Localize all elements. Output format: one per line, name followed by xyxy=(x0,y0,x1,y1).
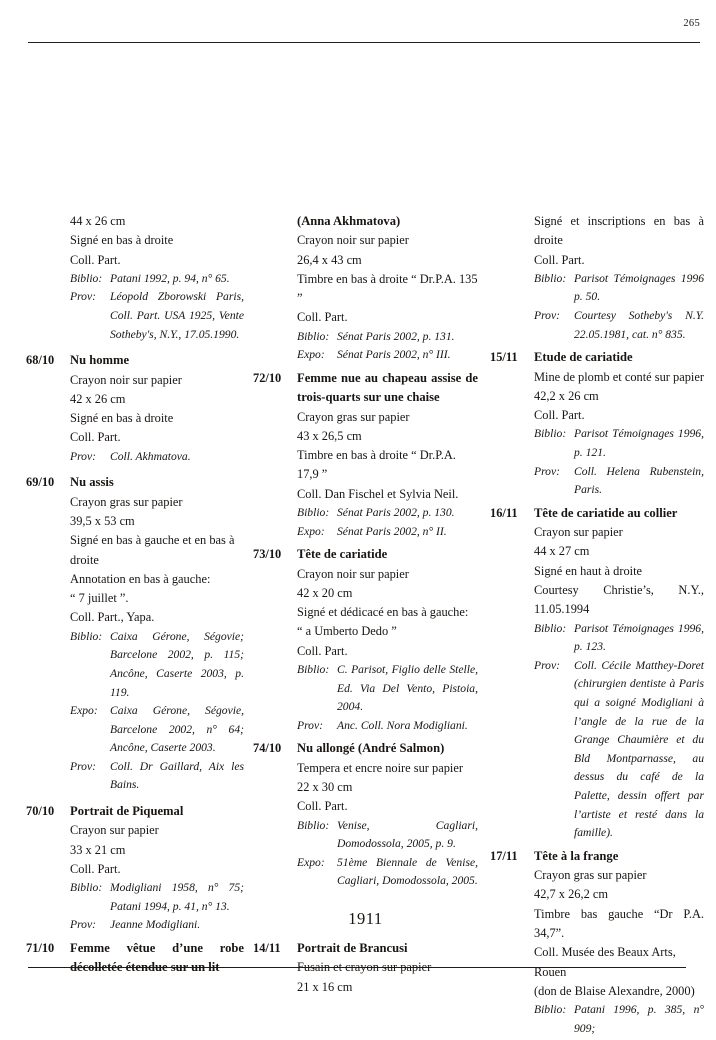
entry-number: 14/11 xyxy=(253,940,281,955)
entry-line: Timbre bas gauche “Dr P.A. 34,7”. xyxy=(534,906,704,940)
entry-line: Coll. Part. xyxy=(70,861,121,876)
entry-expo xyxy=(297,346,478,365)
entry-title: (Anna Akhmatova) xyxy=(297,214,401,228)
entry-line: Signé en bas à droite xyxy=(70,411,174,426)
entry-line: Crayon noir sur papier xyxy=(297,233,409,248)
entry-line: 42 x 26 cm xyxy=(70,391,126,406)
year-heading: 1911 xyxy=(348,908,383,928)
entry-number: 69/10 xyxy=(26,475,55,490)
ref-label: Expo: xyxy=(297,348,325,362)
ref-text: Léopold Zborowski Paris, Coll. Part. USA 1925, Vente Sotheby's, N.Y., 17.05.1990. xyxy=(110,290,244,341)
entry-biblio xyxy=(534,425,704,462)
catalogue-entry xyxy=(26,939,244,978)
entry-number: 73/10 xyxy=(253,547,282,562)
entry-number: 71/10 xyxy=(26,941,55,956)
ref-label: Biblio: xyxy=(534,621,567,635)
ref-label: Biblio: xyxy=(297,818,330,832)
entry-title: Portrait de Brancusi xyxy=(297,940,408,955)
entry-title: Nu assis xyxy=(70,475,114,490)
ref-text: Sénat Paris 2002, p. 130. xyxy=(337,506,455,520)
page-number: 265 xyxy=(683,18,700,29)
entry-line: 42 x 20 cm xyxy=(297,585,353,600)
ref-text: Parisot Témoignages 1996 p. 50. xyxy=(574,271,704,304)
entry-title: Nu allongé (André Salmon) xyxy=(297,741,445,756)
entry-title: Tête de cariatide xyxy=(297,547,388,562)
entry-line: Coll. Musée des Beaux Arts, Rouen xyxy=(534,945,676,979)
entry-line: 22 x 30 cm xyxy=(297,779,353,794)
catalogue-entry xyxy=(26,802,244,935)
catalogue-entry xyxy=(26,212,244,344)
ref-label: Biblio: xyxy=(297,663,330,677)
entry-biblio xyxy=(534,620,704,657)
ref-text: Coll. Helena Rubenstein, Paris. xyxy=(574,464,704,497)
ref-label: Biblio: xyxy=(70,881,103,895)
catalogue-entry xyxy=(26,351,244,466)
entry-line: “ a Umberto Dedo ” xyxy=(297,624,397,639)
ref-text: Sénat Paris 2002, n° III. xyxy=(337,348,451,362)
entry-line: Mine de plomb et conté sur papier xyxy=(534,369,704,384)
entry-line: 26,4 x 43 cm xyxy=(297,252,362,267)
entry-line: Coll. Part. xyxy=(70,430,121,445)
entry-title: Femme nue au chapeau assise de trois-quarts sur une chaise xyxy=(297,370,478,405)
ref-text: Caixa Gérone, Ségovie, Barcelone 2002, n° 64; Ancône, Caserte 2003. xyxy=(110,704,244,755)
entry-number: 72/10 xyxy=(253,370,282,385)
entry-line: Tempera et encre noire sur papier xyxy=(297,760,463,775)
entry-number: 15/11 xyxy=(490,350,518,365)
entry-biblio xyxy=(70,270,244,289)
entry-provenance xyxy=(534,463,704,500)
ref-label: Biblio: xyxy=(297,506,330,520)
entry-line: 42,7 x 26,2 cm xyxy=(534,887,608,902)
entry-number: 17/11 xyxy=(490,848,518,863)
entry-line: Crayon gras sur papier xyxy=(297,409,410,424)
entry-line: 21 x 16 cm xyxy=(297,979,353,994)
column-left xyxy=(0,212,250,1040)
ref-label: Prov: xyxy=(70,759,96,773)
ref-label: Prov: xyxy=(534,464,560,478)
ref-text: Coll. Cécile Matthey-Doret (chirurgien dentiste à Paris qui a soigné Modigliani à l’angle de la rue de la Grange Chaumière et du Bld Montparnasse, au dessus du café de la Palette, dessin offert par l’artiste et resté dans la famille). xyxy=(574,658,704,840)
entry-line: 33 x 21 cm xyxy=(70,842,126,857)
entry-provenance xyxy=(70,916,244,935)
ref-label: Prov: xyxy=(70,449,96,463)
header-rule xyxy=(28,42,700,43)
entry-expo xyxy=(297,854,478,891)
entry-title: Portrait de Piquemal xyxy=(70,804,184,819)
ref-label: Expo: xyxy=(70,704,98,718)
ref-text: Caixa Gérone, Ségovie; Barcelone 2002, p. 115; Ancône, Caserte 2003, p. 119. xyxy=(110,629,244,699)
entry-title: Nu homme xyxy=(70,353,130,368)
entry-title: Etude de cariatide xyxy=(534,350,633,365)
entry-number: 68/10 xyxy=(26,353,55,368)
entry-line: Signé en bas à gauche et en bas à droite xyxy=(70,533,235,567)
catalogue-entry xyxy=(490,212,704,344)
ref-text: Parisot Témoignages 1996, p. 123. xyxy=(574,621,704,654)
ref-label: Expo: xyxy=(297,855,325,869)
catalogue-entry xyxy=(490,504,704,843)
entry-biblio xyxy=(534,270,704,307)
column-middle xyxy=(250,212,482,1040)
entry-line: 44 x 27 cm xyxy=(534,544,590,559)
entry-line: 44 x 26 cm xyxy=(70,214,126,228)
ref-label: Biblio: xyxy=(534,271,567,285)
ref-text: Coll. Dr Gaillard, Aix les Bains. xyxy=(110,759,244,792)
entry-line: Coll. Part. xyxy=(534,252,585,267)
entry-line: Crayon sur papier xyxy=(534,525,623,540)
entry-line: Signé en haut à droite xyxy=(534,563,643,578)
ref-label: Expo: xyxy=(297,524,325,538)
entry-line: Crayon sur papier xyxy=(70,823,159,838)
entry-line: Coll. Part. xyxy=(297,310,348,325)
entry-line: Crayon gras sur papier xyxy=(70,494,183,509)
entry-biblio xyxy=(297,817,478,854)
entry-provenance xyxy=(70,758,244,795)
ref-label: Prov: xyxy=(70,918,96,932)
entry-number: 74/10 xyxy=(253,741,282,756)
catalogue-columns xyxy=(0,212,716,1040)
entry-line: Signé et inscriptions en bas à droite xyxy=(534,214,704,248)
ref-text: Parisot Témoignages 1996, p. 121. xyxy=(574,427,704,460)
catalogue-entry xyxy=(490,348,704,500)
entry-line: Crayon gras sur papier xyxy=(534,868,647,883)
entry-line: Timbre en bas à droite “ Dr.P.A. 135 ” xyxy=(297,271,478,306)
catalogue-entry xyxy=(253,369,478,541)
entry-line: Timbre en bas à droite “ Dr.P.A. 17,9 ” xyxy=(297,448,456,482)
ref-text: Coll. Akhmatova. xyxy=(110,449,191,463)
entry-line: Signé et dédicacé en bas à gauche: xyxy=(297,605,469,620)
entry-line: Coll. Part. xyxy=(70,252,121,267)
ref-text: Modigliani 1958, n° 75; Patani 1994, p. 41, n° 13. xyxy=(110,881,244,913)
entry-line: “ 7 juillet ”. xyxy=(70,591,129,606)
entry-line: 42,2 x 26 cm xyxy=(534,388,599,403)
catalogue-entry xyxy=(253,212,478,365)
catalogue-entry xyxy=(490,847,704,1039)
column-right xyxy=(482,212,716,1040)
entry-biblio xyxy=(297,504,478,523)
entry-provenance xyxy=(70,448,244,467)
entry-number: 70/10 xyxy=(26,804,55,819)
entry-number: 16/11 xyxy=(490,505,518,520)
entry-biblio xyxy=(297,328,478,347)
entry-biblio xyxy=(70,628,244,702)
ref-text: Courtesy Sotheby's N.Y. 22.05.1981, cat. n° 835. xyxy=(574,309,704,341)
ref-text: 51ème Biennale de Venise, Cagliari, Domodossola, 2005. xyxy=(337,855,478,888)
ref-text: Anc. Coll. Nora Modigliani. xyxy=(337,718,468,732)
ref-label: Biblio: xyxy=(534,427,567,441)
catalogue-entry xyxy=(253,545,478,735)
entry-line: Coll. Part., Yapa. xyxy=(70,610,155,625)
ref-label: Prov: xyxy=(297,718,323,732)
ref-text: Jeanne Modigliani. xyxy=(110,918,201,932)
ref-label: Prov: xyxy=(534,309,560,323)
ref-label: Prov: xyxy=(534,658,560,672)
entry-line: Coll. Part. xyxy=(297,799,348,814)
entry-line: Annotation en bas à gauche: xyxy=(70,571,211,586)
ref-text: Patani 1992, p. 94, n° 65. xyxy=(110,271,230,285)
ref-text: Sénat Paris 2002, p. 131. xyxy=(337,329,455,343)
ref-text: Venise, Cagliari, Domodossola, 2005, p. 9. xyxy=(337,818,478,851)
ref-label: Biblio: xyxy=(70,629,103,643)
entry-line: 39,5 x 53 cm xyxy=(70,513,135,528)
entry-biblio xyxy=(534,1001,704,1038)
entry-line: Fusain et crayon sur papier xyxy=(297,960,432,975)
entry-title: Tête à la frange xyxy=(534,848,619,863)
entry-title: Tête de cariatide au collier xyxy=(534,505,678,520)
ref-text: Sénat Paris 2002, n° II. xyxy=(337,524,447,538)
entry-expo xyxy=(70,702,244,758)
ref-label: Biblio: xyxy=(297,329,330,343)
ref-label: Biblio: xyxy=(534,1003,567,1017)
entry-line: 43 x 26,5 cm xyxy=(297,428,362,443)
entry-line: Crayon noir sur papier xyxy=(70,372,182,387)
entry-line: Courtesy Christie’s, N.Y., 11.05.1994 xyxy=(534,583,704,617)
entry-provenance xyxy=(70,288,244,344)
entry-line: (don de Blaise Alexandre, 2000) xyxy=(534,983,695,998)
entry-expo xyxy=(297,523,478,542)
catalogue-entry xyxy=(26,473,244,795)
entry-line: Crayon noir sur papier xyxy=(297,566,409,581)
ref-text: C. Parisot, Figlio delle Stelle, Ed. Via Del Vento, Pistoia, 2004. xyxy=(337,663,478,714)
entry-line: Coll. Dan Fischel et Sylvia Neil. xyxy=(297,486,459,501)
catalogue-entry xyxy=(253,939,478,997)
entry-provenance xyxy=(534,307,704,344)
entry-provenance xyxy=(297,717,478,736)
entry-title: Femme vêtue d’une robe décolletée étendue sur un lit xyxy=(70,941,244,975)
catalogue-entry xyxy=(253,739,478,891)
entry-provenance xyxy=(534,657,704,843)
entry-line: Coll. Part. xyxy=(534,408,585,423)
entry-line: Coll. Part. xyxy=(297,643,348,658)
ref-label: Biblio: xyxy=(70,271,103,285)
entry-biblio xyxy=(70,879,244,916)
entry-line: Signé en bas à droite xyxy=(70,233,174,248)
ref-label: Prov: xyxy=(70,290,96,304)
entry-biblio xyxy=(297,661,478,717)
ref-text: Patani 1996, p. 385, n° 909; xyxy=(574,1003,704,1035)
